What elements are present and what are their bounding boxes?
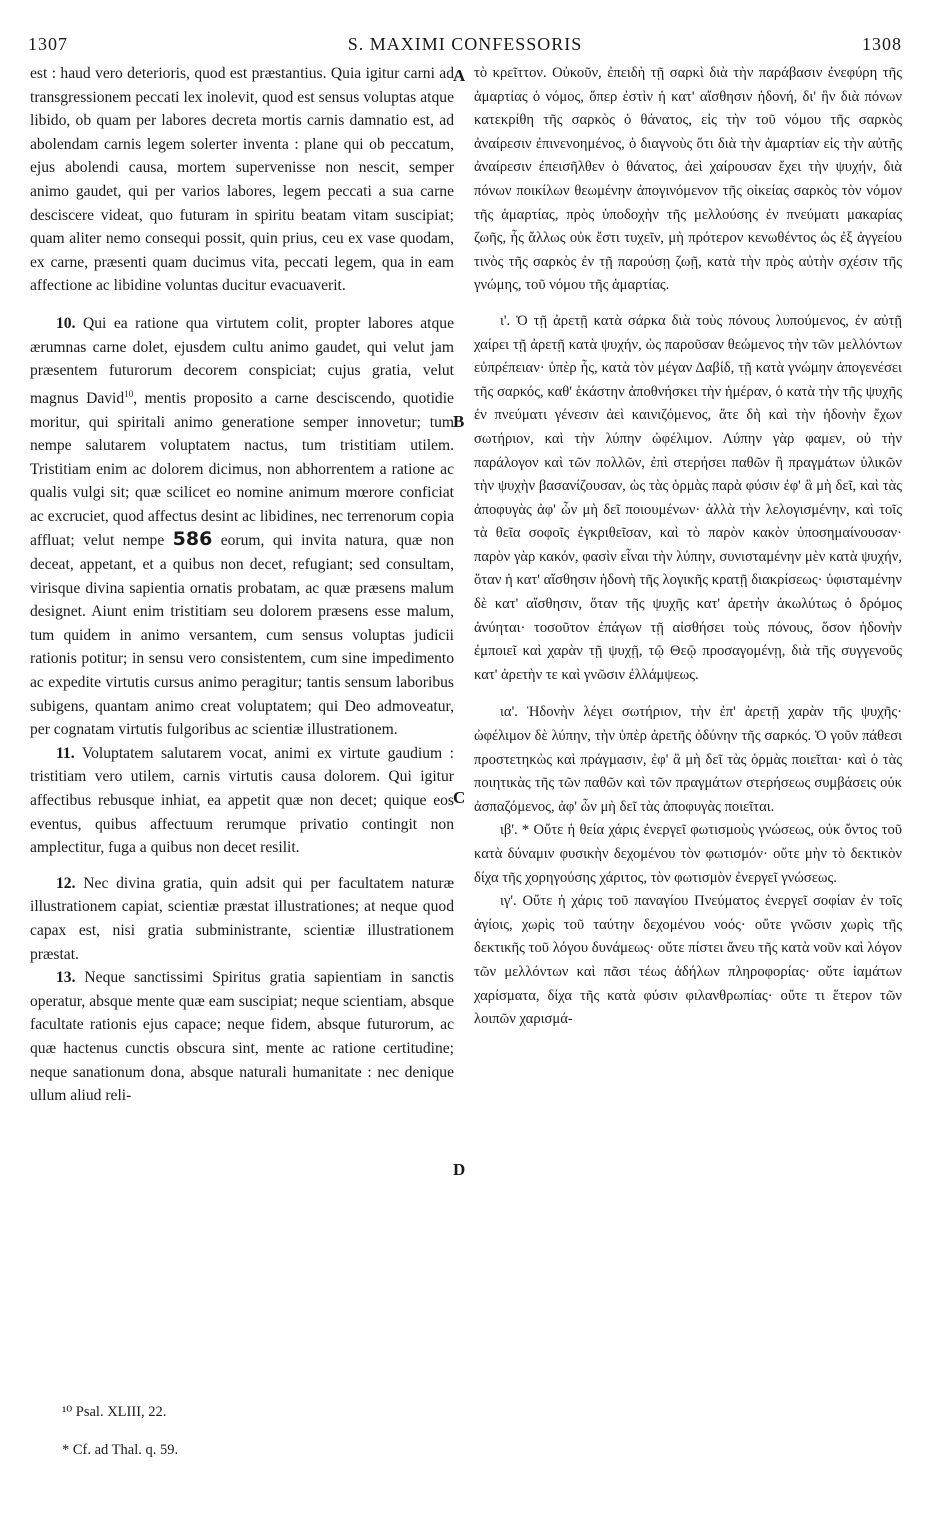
- footnote-2: * Cf. ad Thal. q. 59.: [62, 1442, 179, 1458]
- column-marker: 586: [172, 528, 213, 551]
- latin-paragraph-13: [30, 966, 454, 1108]
- paragraph-number: 12.: [56, 874, 76, 892]
- latin-column: [30, 62, 454, 1108]
- running-title: S. MAXIMI CONFESSORIS: [347, 34, 583, 54]
- margin-mark-c: C: [453, 788, 466, 807]
- latin-p12-text: Nec divina gratia, quin adsit qui per facultatem naturæ illustrationem capiat, scientiæ præstat illustrationes; at neque quod capax est, nisi gratia subministrante, scientiæ illustrationem præstat.: [30, 874, 455, 963]
- latin-p10-text-b: , mentis proposito a carne desciscendo, quotidie moritur, qui spiritali animo generatione semper innovetur; tum nempe salutarem voluptatem nactus, tum tristitiam utilem. Tristitiam enim ac dolorem dicimus, non abhorrentem a ratione ac qualis vulgi sit; quæ scilicet eo nomine animum mœrore conficiat ac excruciet, quod affectus desint ac libidines, nec terrenorum copia affluat; velut nempe: [30, 389, 454, 550]
- greek-intro-paragraph: τὸ κρεῖττον. Οὐκοῦν, ἐπειδὴ τῇ σαρκὶ διὰ τὴν παράβασιν ἐνεφύρη τῆς ἁμαρτίας ὁ νόμος, ὅπερ ἐστὶν ἡ κατ' αἴσθησιν ἡδονή, δι' ἣν διὰ πόνων κατεκρίθη τῆς σαρκὸς ὁ θάνατος, εἰς τὴν τοῦ νόμου τῆς σαρκὸς ἀναίρεσιν ἐπινενοημένος, ὁ διαγνοὺς ὅτι διὰ τὴν ἁμαρτίαν εἰς τὴν αὐτῆς ἀναίρεσιν ἐπεισῆλθεν ὁ θάνατος, ἀεὶ χαίρουσαν ἔχει τὴν ψυχήν, διὰ πόνων ποικίλων θεωμένην ἀπογινόμενον τῆς οἰκείας σαρκὸς τὸν νόμον τῆς ἁμαρτίας, πρὸς ὑποδοχὴν τῆς μελλούσης ἐν πνεύματι μακαρίας ζωῆς, ἧς ἄλλως οὐκ ἔστι τυχεῖν, μὴ πρότερον κενωθέντος ὡς ἐξ ἀγγείου τινὸς τῆς σαρκὸς ἐν τῇ παρούσῃ ζωῇ, κατὰ τὴν πρὸς αὐτὴν σχέσιν τῆς γνώμης, τοῦ νόμου τῆς ἁμαρτίας.: [474, 65, 902, 294]
- latin-paragraph-10: [30, 312, 454, 742]
- latin-p10-text-a: Qui ea ratione qua virtutem colit, propter labores atque ærumnas carne dolet, ejusdem cultu animo gaudet, qui velut jam præsentem futurorum decorem conspiciat; cujus gratia, velut magnus David: [30, 314, 454, 407]
- footnotes: [62, 1402, 178, 1478]
- latin-p10-text-c: eorum, qui invita natura, quæ non deceat, appetant, et a quibus non decet, refugiant; sed consultam, virisque divina sapientia ornatis probatam, ac quæ præsens malum designet. Aiunt enim tristitiam seu dolorem præsens esse malum, tum quidem in animo versantem, cum sensus voluptas judicii rationis potitur; in sensu vero consistentem, cum sine impedimento ac expedite virtutis cursus animo peragitur; tantis sensum laboribus subigens, quantam animo creat voluptatem; qui Deo admoveatur, per cognatam virtutis fulgoribus ac scientiæ illustrationem.: [30, 532, 455, 739]
- greek-paragraph-13: ιγ'. Οὔτε ἡ χάρις τοῦ παναγίου Πνεύματος ἐνεργεῖ σοφίαν ἐν τοῖς ἁγίοις, χωρὶς τοῦ ταύτην δεχομένου νοός· οὔτε γνῶσιν χωρὶς τῆς δεκτικῆς τοῦ λόγου δυνάμεως· οὔτε πίστει ἄνευ τῆς κατὰ νοῦν καὶ λόγον τῶν μελλόντων καὶ πᾶσι τέως ἀδήλων πληροφορίας· οὔτε ἰαμάτων χαρίσματα, δίχα τῆς κατὰ φύσιν φιλανθρωπίας· οὔτε τι ἕτερον τῶν λοιπῶν χαρισμά-: [474, 893, 902, 1028]
- greek-paragraph-10: ι'. Ὁ τῇ ἀρετῇ κατὰ σάρκα διὰ τοὺς πόνους λυπούμενος, ἐν αὐτῇ χαίρει τῇ ἀρετῇ κατὰ ψυχήν, ὡς παροῦσαν θεώμενος τὴν τῶν μελλόντων εὐπρέπειαν· ὑπὲρ ἧς, κατὰ τὸν μέγαν Δαβίδ, τῇ κατὰ γνώμην ἀπογενέσει τῆς σαρκός, καθ' ἑκάστην ἀποθνήσκει τὴν ἡμέραν, ὁ κατὰ τὴν τῆς ψυχῆς ἐν πνεύματι γένεσιν ἀεὶ καινιζόμενος, ἅτε δὴ καὶ τὴν ἡδονὴν ἔχων σωτήριον, καὶ τὴν λύπην ὠφέλιμον. Λύπην γὰρ φαμεν, οὐ τὴν παράλογον καὶ τῶν πολλῶν, ἐπὶ στερήσει παθῶν ἢ πραγμάτων ὑλικῶν τὴν ψυχὴν βασανίζουσαν, ὡς τὰς ὁρμὰς παρὰ φύσιν ἐφ' ἃ μὴ δεῖ, καὶ τὰς ἀποφυγὰς ἀφ' ὧν μὴ δεῖ ποιουμένων· ἀλλὰ τὴν λελογισμένην, καὶ τοῖς τὰ θεῖα σοφοῖς ἐγκριθεῖσαν, καὶ τὸ παρὸν κακὸν ὑποσημαίνουσαν· παρὸν γὰρ κακόν, φασὶν εἶναι τὴν λύπην, συνισταμένην μὲν κατὰ ψυχήν, ὅταν ἡ κατ' αἴσθησιν ἡδονὴ τῆς λογικῆς κρατῇ διακρίσεως· ὑφισταμένην δὲ κατ' αἴσθησιν, ὅταν τῆς ψυχῆς κατ' ἀρετὴν ἀκωλύτως ὁ δρόμος ἀνύηται· τοσοῦτον ἐπάγων τῇ αἰσθήσει τοὺς πόνους, ὅσον ἡδονὴν ἐμποιεῖ καὶ χαρὰν τῇ ψυχῇ, τῷ Θεῷ προσαγομένῃ, διὰ τῆς συγγενοῦς κατ' ἀρετὴν τε καὶ γνῶσιν ἐλλάμψεως.: [474, 312, 902, 683]
- page-header: [28, 34, 902, 56]
- column-number-right: 1308: [862, 34, 902, 54]
- paragraph-number: 11.: [56, 744, 75, 762]
- greek-paragraph-12: ιβ'. * Οὔτε ἡ θεία χάρις ἐνεργεῖ φωτισμοὺς γνώσεως, οὐκ ὄντος τοῦ κατὰ δύναμιν φυσικὴν δεχομένου τὸν φωτισμόν· οὔτε μὴν τὸ δεκτικὸν δίχα τῆς χορηγούσης χάριτος, τὸν φωτισμὸν ἐνεργεῖ γνώσεως.: [474, 822, 902, 886]
- paragraph-number: 10.: [56, 314, 76, 332]
- footnote-ref: 10: [124, 388, 134, 399]
- paragraph-number: 13.: [56, 969, 76, 987]
- greek-column: [474, 62, 902, 1032]
- latin-intro-paragraph: est : haud vero deterioris, quod est præstantius. Quia igitur carni ad transgressionem peccati lex inolevit, quod est sensus voluptas atque libido, ob quam per labores decreta mortis carnis damnatio est, ad abolendam carnis legem solerter inventa : plane qui ob peccatum, ejus abolendi causa, mortem supervenisse non nescit, semper animo gaudet, qui per varios labores, legem peccati a sua carne desciscere videat, quo futuram in spiritu beatam vitam suscipiat; quam aliter nemo consequi possit, quin prius, ceu ex vase quodam, ex carne, præsenti quam ducimus vita, peccati legem, qua in eam affectione ac libidine voluntas ducitur evacuaverit.: [30, 65, 454, 295]
- latin-paragraph-12: [30, 872, 454, 966]
- greek-paragraph-11: ια'. Ἡδονὴν λέγει σωτήριον, τὴν ἐπ' ἀρετῇ χαρὰν τῆς ψυχῆς· ὠφέλιμον δὲ λύπην, τὴν ὑπὲρ ἀρετῆς ὀδύνην τῆς σαρκός. Ὁ γοῦν πάθεσι προστετηκὼς καὶ πράγμασιν, ἐφ' ἃ μὴ δεῖ τὰς ὁρμὰς ποιεῖται· καὶ ὁ τὰς ποιητικὰς τῆς τῶν παθῶν καὶ τῶν πραγμάτων στερήσεως συμβάσεις οὐκ ἀσπαζόμενος, ἀφ' ὧν μὴ δεῖ τὰς ἀποφυγὰς ποιεῖται.: [474, 704, 902, 815]
- footnote-1: ¹⁰ Psal. XLIII, 22.: [62, 1404, 167, 1420]
- margin-mark-a: A: [453, 66, 466, 85]
- latin-p11-text: Voluptatem salutarem vocat, animi ex virtute gaudium : tristitiam vero utilem, carnis virtutis causa dolorem. Qui igitur affectibus rebusque inhiat, ea appetit quæ non decet; quique eos eventus, quibus affectuum rerumque privatio contingit non amplectitur, fuga a quibus non decet resilit.: [30, 744, 454, 857]
- latin-p13-text: Neque sanctissimi Spiritus gratia sapientiam in sanctis operatur, absque mente quæ eam suscipiat; neque scientiam, absque facultate rationis ejus capace; neque fidem, absque futurorum, ac quæ hactenus cunctis obscura sint, mente ac ratione certitudine; neque sanationum dona, absque naturali humanitate : nec denique ullum aliud reli-: [30, 969, 454, 1105]
- margin-mark-d: D: [453, 1160, 466, 1179]
- column-number-left: 1307: [28, 34, 68, 54]
- margin-mark-b: B: [453, 412, 465, 431]
- latin-paragraph-11: [30, 742, 454, 860]
